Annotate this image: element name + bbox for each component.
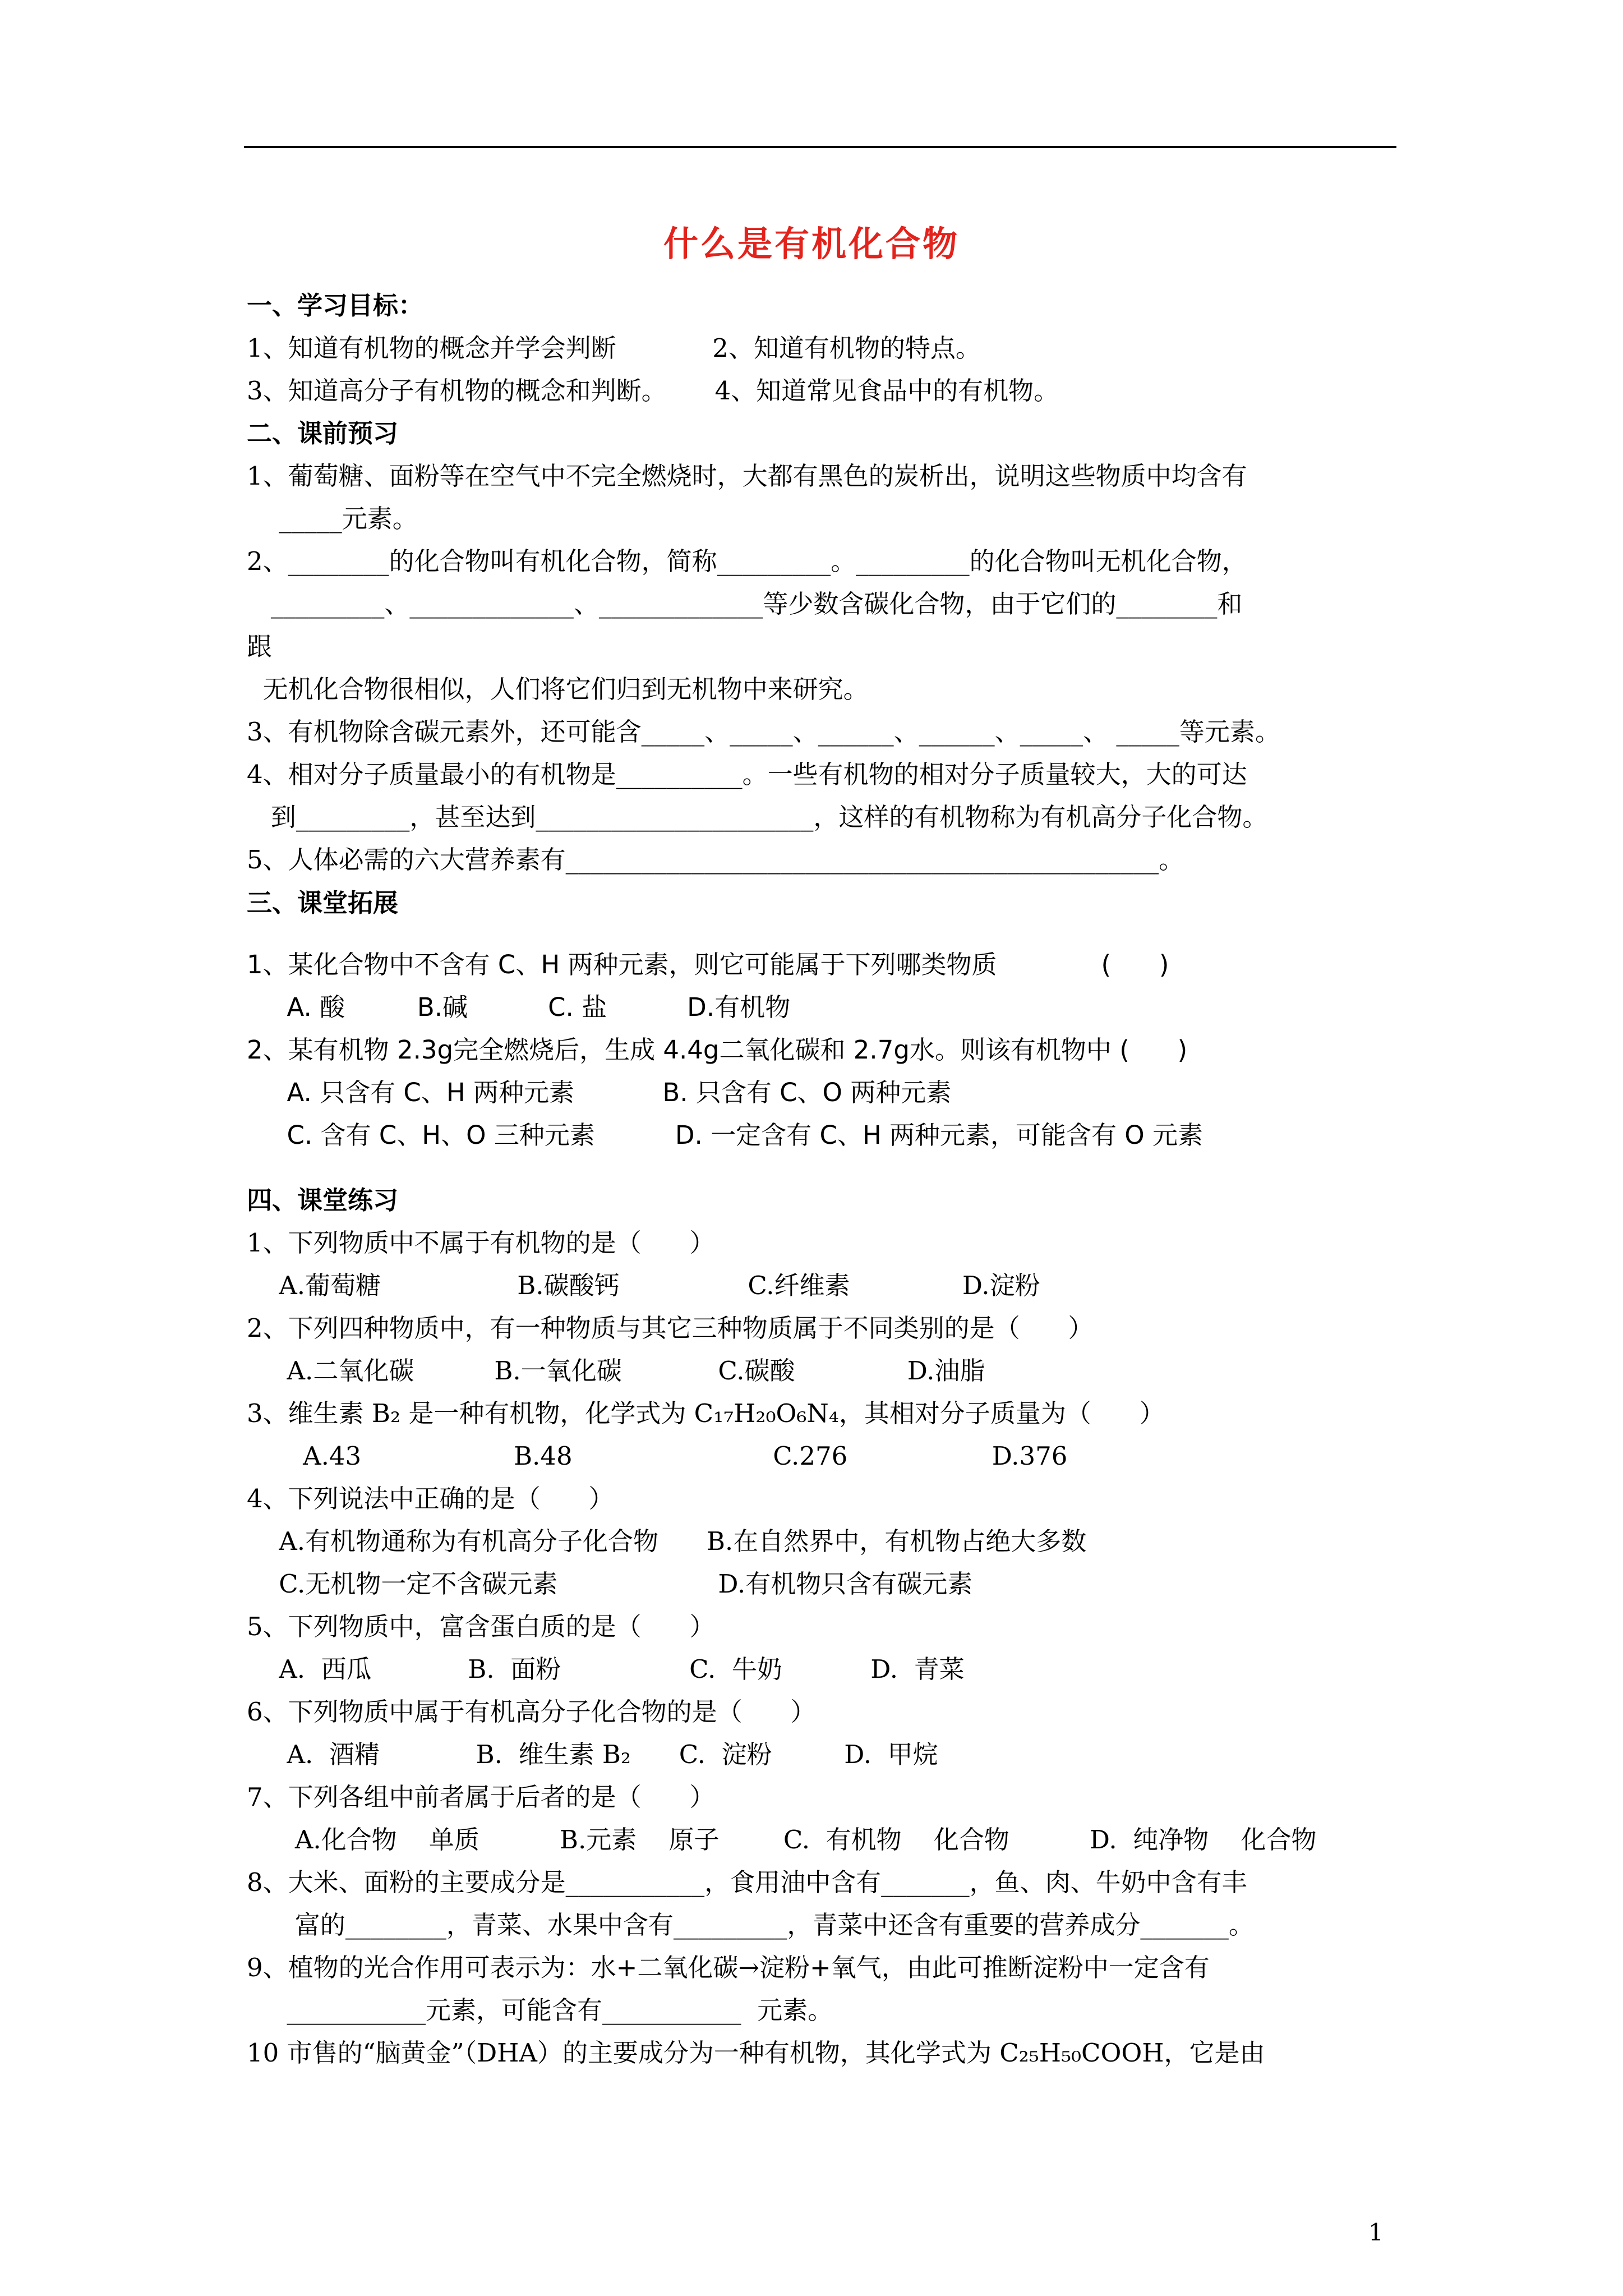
extension-line: C. 含有 C、H、O 三种元素 D. 一定含有 C、H 两种元素，可能含有 O 元素	[247, 1120, 1204, 1150]
practice-line: 6、下列物质中属于有机高分子化合物的是（ ）	[247, 1697, 816, 1727]
practice-line: 8、大米、面粉的主要成分是___________，食用油中含有_______，鱼、肉、牛奶中含有丰	[247, 1867, 1247, 1897]
preview-line: 5、人体必需的六大营养素有_______________________________________________。	[247, 845, 1184, 875]
practice-line: 3、维生素 B₂ 是一种有机物，化学式为 C₁₇H₂₀O₆N₄，其相对分子质量为（ ）	[247, 1398, 1165, 1428]
preview-line: _________、_____________、_____________等少数含碳化合物，由于它们的________和	[247, 589, 1243, 619]
practice-line: 9、植物的光合作用可表示为：水+二氧化碳→淀粉+氧气，由此可推断淀粉中一定含有	[247, 1953, 1210, 1982]
preview-line: 无机化合物很相似，人们将它们归到无机物中来研究。	[247, 674, 869, 704]
practice-line: 4、下列说法中正确的是（ ）	[247, 1484, 614, 1513]
practice-line: 7、下列各组中前者属于后者的是（ ）	[247, 1782, 715, 1812]
practice-line: A.43 B.48 C.276 D.376	[247, 1441, 1068, 1471]
practice-line: 5、下列物质中，富含蛋白质的是（ ）	[247, 1612, 715, 1641]
objectives-heading: 一、学习目标：	[247, 291, 424, 320]
practice-line: 2、下列四种物质中，有一种物质与其它三种物质属于不同类别的是（ ）	[247, 1313, 1094, 1343]
extension-line: 2、某有机物 2.3g完全燃烧后，生成 4.4g二氧化碳和 2.7g水。则该有机物中 ( )	[247, 1035, 1188, 1065]
practice-line: A. 酒精 B. 维生素 B₂ C. 淀粉 D. 甲烷	[247, 1740, 938, 1769]
preview-line: 跟	[247, 632, 273, 661]
practice-line: A.有机物通称为有机高分子化合物 B.在自然界中，有机物占绝大多数	[247, 1526, 1087, 1556]
practice-line: 10 市售的“脑黄金”（DHA）的主要成分为一种有机物，其化学式为 C₂₅H₅₀COOH，它是由	[247, 2038, 1265, 2068]
objectives-row: 3、知道高分子有机物的概念和判断。 4、知道常见食品中的有机物。	[247, 376, 1059, 406]
practice-line: 富的________，青菜、水果中含有_________，青菜中还含有重要的营养成分_______。	[247, 1910, 1254, 1940]
header-rule	[244, 146, 1396, 148]
preview-line: 4、相对分子质量最小的有机物是__________。一些有机物的相对分子质量较大，大的可达	[247, 760, 1247, 789]
preview-line: 2、________的化合物叫有机化合物，简称_________。_________的化合物叫无机化合物，	[247, 546, 1247, 576]
practice-line: C.无机物一定不含碳元素 D.有机物只含有碳元素	[247, 1569, 973, 1599]
extension-line: A. 只含有 C、H 两种元素 B. 只含有 C、O 两种元素	[247, 1078, 952, 1107]
extension-line: A. 酸 B.碱 C. 盐 D.有机物	[247, 992, 791, 1022]
page-title: 什么是有机化合物	[663, 223, 960, 264]
practice-line: ___________元素，可能含有___________ 元素。	[247, 1995, 833, 2025]
preview-line: 3、有机物除含碳元素外，还可能含_____、_____、______、______、_____、 _____等元素。	[247, 717, 1280, 747]
extension-heading: 三、课堂拓展	[247, 888, 399, 918]
objectives-row: 1、知道有机物的概念并学会判断 2、知道有机物的特点。	[247, 333, 981, 363]
practice-heading: 四、课堂练习	[247, 1185, 399, 1215]
page-number: 1	[1368, 2219, 1384, 2246]
practice-line: A.二氧化碳 B.一氧化碳 C.碳酸 D.油脂	[247, 1356, 985, 1386]
practice-line: A.葡萄糖 B.碳酸钙 C.纤维素 D.淀粉	[247, 1271, 1040, 1300]
preview-heading: 二、课前预习	[247, 418, 399, 448]
practice-line: A.化合物 单质 B.元素 原子 C. 有机物 化合物 D. 纯净物 化合物	[247, 1825, 1317, 1855]
practice-line: A. 西瓜 B. 面粉 C. 牛奶 D. 青菜	[247, 1654, 965, 1684]
practice-line: 1、下列物质中不属于有机物的是（ ）	[247, 1228, 715, 1258]
extension-line: 1、某化合物中不含有 C、H 两种元素，则它可能属于下列哪类物质 ( )	[247, 950, 1169, 979]
preview-line: 到_________，甚至达到______________________，这样的有机物称为有机高分子化合物。	[247, 802, 1268, 832]
preview-line: 1、葡萄糖、面粉等在空气中不完全燃烧时，大都有黑色的炭析出，说明这些物质中均含有	[247, 461, 1247, 491]
preview-line: _____元素。	[247, 504, 418, 533]
